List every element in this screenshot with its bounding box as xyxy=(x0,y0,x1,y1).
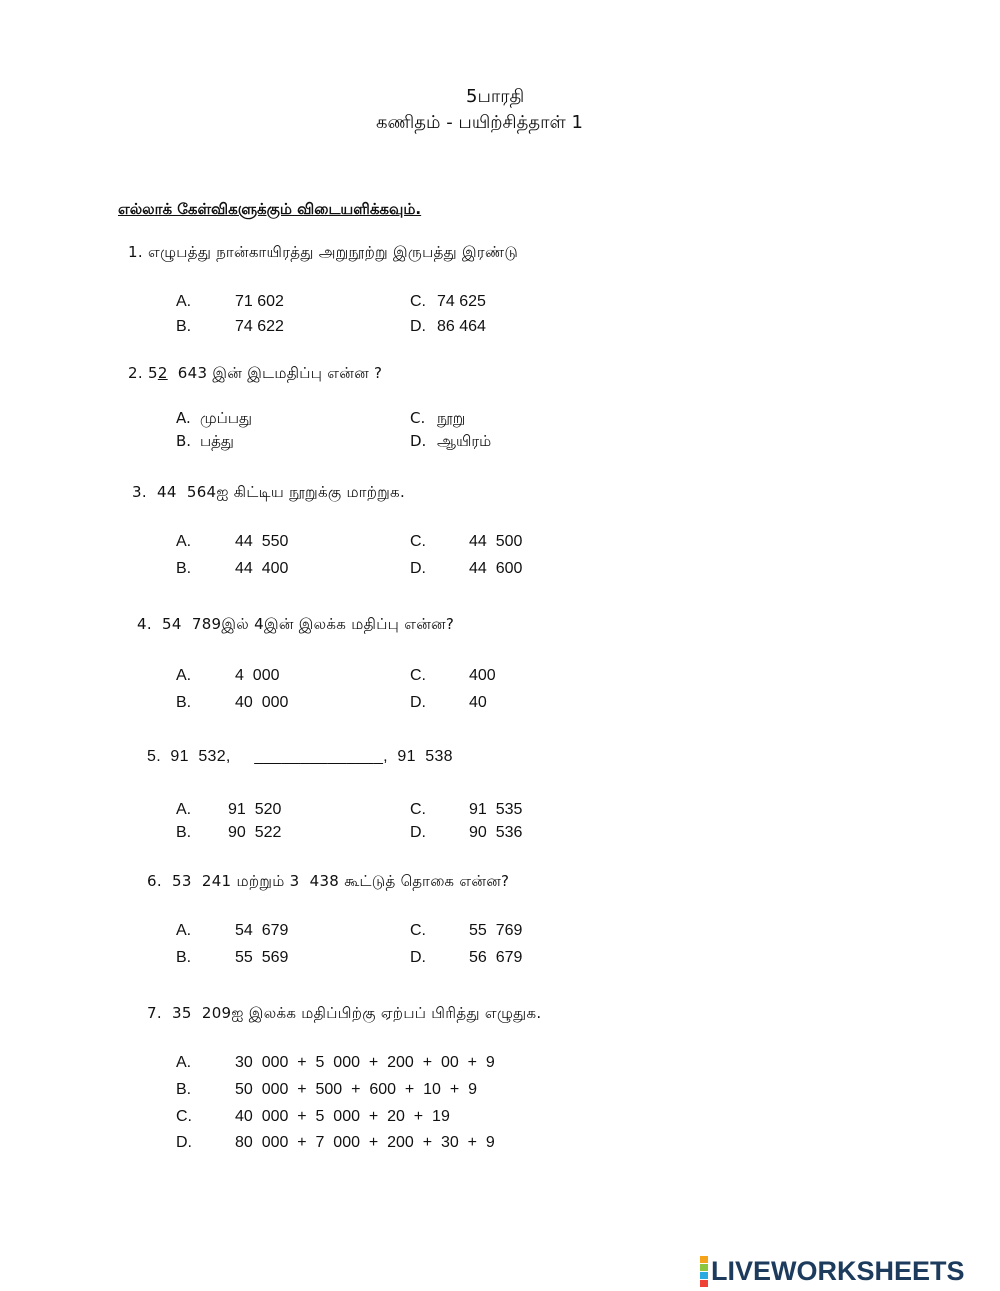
option-letter: B. xyxy=(176,949,192,966)
page-title: கணிதம் - பயிற்சித்தாள் 1 xyxy=(376,112,583,133)
question-2 xyxy=(128,364,382,384)
question-6: 6. 53 241 மற்றும் 3 438 கூட்டுத் தொகை என்ன? xyxy=(147,872,510,890)
logo-text: LIVEWORKSHEETS xyxy=(711,1255,965,1286)
option-letter: B. xyxy=(176,1081,192,1098)
option-value: 40 000 + 5 000 + 20 + 19 xyxy=(235,1108,450,1125)
option-letter: D. xyxy=(176,1134,192,1151)
option-value: 54 679 xyxy=(235,922,289,939)
option-letter: D. xyxy=(410,318,426,335)
option-value: 91 535 xyxy=(469,801,523,818)
question-1: 1. எழுபத்து நான்காயிரத்து அறுநூற்று இருபத்து இரண்டு xyxy=(128,243,519,261)
option-letter: C. xyxy=(410,922,426,939)
option-value: 30 000 + 5 000 + 200 + 00 + 9 xyxy=(235,1054,495,1071)
option-value: 74 625 xyxy=(437,293,486,310)
option-value: 44 600 xyxy=(469,560,523,577)
logo-color-blocks xyxy=(700,1256,708,1287)
option-value: பத்து xyxy=(200,432,234,450)
question-2-suffix: 643 இன் இடமதிப்பு என்ன ? xyxy=(167,364,383,382)
option-letter: A. xyxy=(176,409,191,427)
option-letter: D. xyxy=(410,694,426,711)
option-letter: B. xyxy=(176,560,192,577)
option-letter: C. xyxy=(410,533,426,550)
option-letter: A. xyxy=(176,293,192,310)
option-letter: C. xyxy=(410,293,426,310)
option-value: 74 622 xyxy=(235,318,284,335)
question-2-prefix: 2. 5 xyxy=(128,364,158,382)
option-value: 40 000 xyxy=(235,694,289,711)
option-value: 80 000 + 7 000 + 200 + 30 + 9 xyxy=(235,1134,495,1151)
option-value: 44 500 xyxy=(469,533,523,550)
option-value: முப்பது xyxy=(200,409,252,427)
option-value: 40 xyxy=(469,694,487,711)
question-7: 7. 35 209ஐ இலக்க மதிப்பிற்கு ஏற்பப் பிரித்து எழுதுக. xyxy=(147,1004,542,1022)
question-4: 4. 54 789இல் 4இன் இலக்க மதிப்பு என்ன? xyxy=(137,615,455,633)
option-letter: C. xyxy=(410,667,426,684)
option-value: 400 xyxy=(469,667,496,684)
option-letter: D. xyxy=(410,560,426,577)
instruction: எல்லாக் கேள்விகளுக்கும் விடையளிக்கவும். xyxy=(118,200,422,218)
option-value: 56 679 xyxy=(469,949,523,966)
option-value: 91 520 xyxy=(228,801,282,818)
option-value: 55 569 xyxy=(235,949,289,966)
logo-block-i xyxy=(700,1264,708,1271)
option-letter: B. xyxy=(176,694,192,711)
question-3: 3. 44 564ஐ கிட்டிய நூறுக்கு மாற்றுக. xyxy=(132,483,406,501)
option-letter: A. xyxy=(176,533,192,550)
logo-block-l xyxy=(700,1256,708,1263)
option-letter: B. xyxy=(176,824,192,841)
option-value: நூறு xyxy=(437,409,466,427)
option-value: 90 522 xyxy=(228,824,282,841)
option-letter: A. xyxy=(176,922,192,939)
option-letter: D. xyxy=(410,824,426,841)
option-letter: D. xyxy=(410,432,427,450)
option-value: ஆயிரம் xyxy=(437,432,492,450)
option-letter: C. xyxy=(410,801,426,818)
option-value: 71 602 xyxy=(235,293,284,310)
option-letter: C. xyxy=(410,409,426,427)
option-letter: D. xyxy=(410,949,426,966)
option-value: 4 000 xyxy=(235,667,280,684)
option-value: 55 769 xyxy=(469,922,523,939)
option-value: 44 550 xyxy=(235,533,289,550)
class-name: 5பாரதி xyxy=(466,86,525,107)
option-letter: A. xyxy=(176,1054,192,1071)
logo-block-e xyxy=(700,1280,708,1287)
option-letter: B. xyxy=(176,432,192,450)
option-value: 44 400 xyxy=(235,560,289,577)
question-5: 5. 91 532, ______________, 91 538 xyxy=(147,748,453,765)
option-letter: A. xyxy=(176,801,192,818)
option-letter: C. xyxy=(176,1108,192,1125)
option-value: 86 464 xyxy=(437,318,486,335)
option-letter: A. xyxy=(176,667,192,684)
logo-block-v xyxy=(700,1272,708,1279)
option-value: 50 000 + 500 + 600 + 10 + 9 xyxy=(235,1081,477,1098)
option-value: 90 536 xyxy=(469,824,523,841)
question-2-underlined-digit: 2 xyxy=(157,364,168,382)
liveworksheets-logo xyxy=(700,1256,965,1286)
option-letter: B. xyxy=(176,318,192,335)
